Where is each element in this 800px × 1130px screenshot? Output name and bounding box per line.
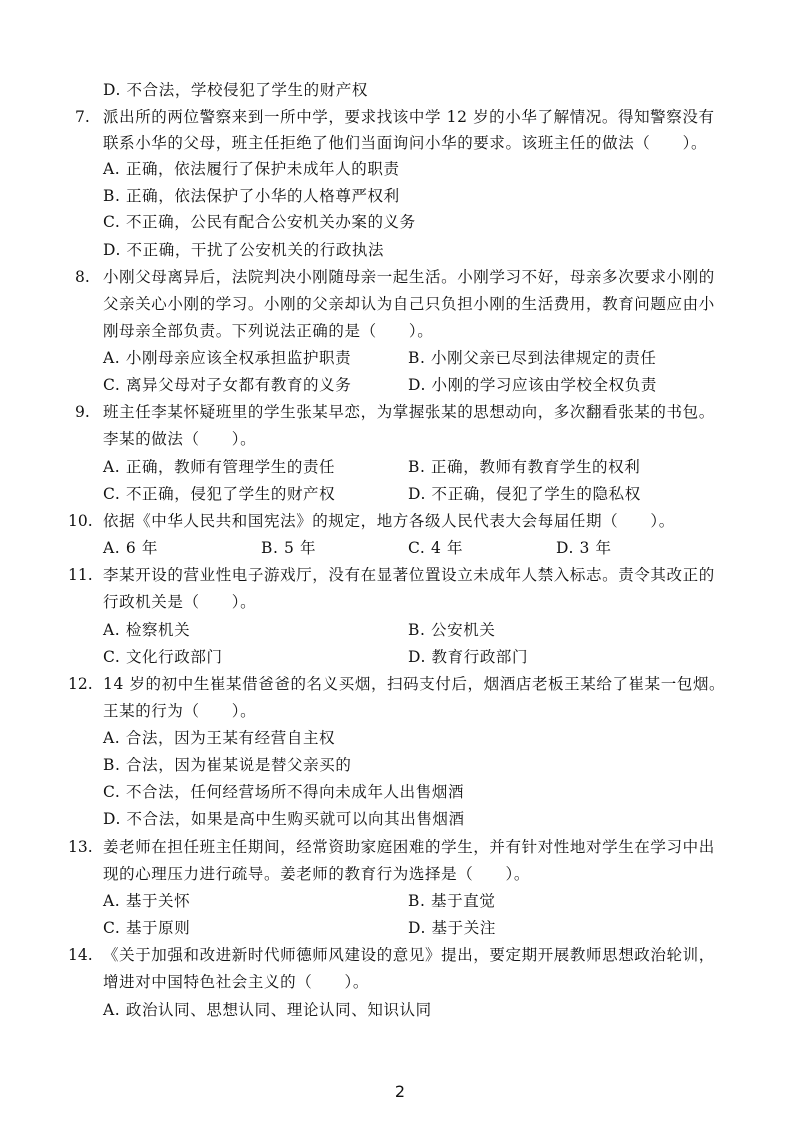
- question-11-number: 11.: [68, 566, 93, 584]
- question-9-stem-line-2: 李某的做法（ ）。: [103, 430, 257, 448]
- page-number: 2: [394, 1082, 406, 1101]
- question-14-stem-line-1: 《关于加强和改进新时代师德师风建设的意见》提出，要定期开展教师思想政治轮训，: [103, 946, 715, 964]
- question-12-option-d: D. 不合法，如果是高中生购买就可以向其出售烟酒: [103, 810, 465, 828]
- question-12-stem-line-1: 14 岁的初中生崔某借爸爸的名义买烟，扫码支付后，烟酒店老板王某给了崔某一包烟。: [103, 675, 726, 693]
- question-14-stem-line-2: 增进对中国特色社会主义的（ ）。: [103, 973, 369, 991]
- question-9-option-b: B. 正确，教师有教育学生的权利: [408, 458, 641, 476]
- question-7-option-d: D. 不正确，干扰了公安机关的行政执法: [103, 241, 385, 259]
- question-8-option-b: B. 小刚父亲已尽到法律规定的责任: [408, 349, 657, 367]
- question-8-stem-line-3: 刚母亲全部负责。下列说法正确的是（ ）。: [103, 322, 434, 340]
- question-12-option-b: B. 合法，因为崔某说是替父亲买的: [103, 756, 352, 774]
- question-13-stem-line-1: 姜老师在担任班主任期间，经常资助家庭困难的学生，并有针对性地对学生在学习中出: [103, 838, 715, 856]
- question-10-option-b: B. 5 年: [261, 539, 317, 557]
- question-9-option-a: A. 正确，教师有管理学生的责任: [103, 458, 336, 476]
- question-10-option-c: C. 4 年: [408, 539, 464, 557]
- question-11-option-c: C. 文化行政部门: [103, 648, 223, 666]
- question-8-option-a: A. 小刚母亲应该全权承担监护职责: [103, 349, 352, 367]
- question-8-option-c: C. 离异父母对子女都有教育的义务: [103, 376, 352, 394]
- question-8-stem-line-1: 小刚父母离异后，法院判决小刚随母亲一起生活。小刚学习不好，母亲多次要求小刚的: [103, 268, 715, 286]
- question-10-option-a: A. 6 年: [103, 539, 158, 557]
- question-12-option-a: A. 合法，因为王某有经营自主权: [103, 729, 336, 747]
- question-8-option-d: D. 小刚的学习应该由学校全权负责: [408, 376, 657, 394]
- question-9-number: 9.: [75, 403, 90, 421]
- question-11-option-d: D. 教育行政部门: [408, 648, 529, 666]
- question-11-stem-line-2: 行政机关是（ ）。: [103, 593, 257, 611]
- question-13-option-d: D. 基于关注: [408, 919, 496, 937]
- question-10-number: 10.: [68, 512, 93, 530]
- question-8-stem-line-2: 父亲关心小刚的学习。小刚的父亲却认为自己只负担小刚的生活费用，教育问题应由小: [103, 295, 715, 313]
- question-7-option-a: A. 正确，依法履行了保护未成年人的职责: [103, 160, 400, 178]
- question-10-option-d: D. 3 年: [556, 539, 612, 557]
- question-12-stem-line-2: 王某的行为（ ）。: [103, 702, 257, 720]
- question-11-option-a: A. 检察机关: [103, 621, 191, 639]
- question-13-number: 13.: [68, 838, 93, 856]
- question-7-stem-line-1: 派出所的两位警察来到一所中学，要求找该中学 12 岁的小华了解情况。得知警察没有: [103, 108, 715, 126]
- question-10-stem-line-1: 依据《中华人民共和国宪法》的规定，地方各级人民代表大会每届任期（ ）。: [103, 512, 675, 530]
- question-14-option-a: A. 政治认同、思想认同、理论认同、知识认同: [103, 1001, 432, 1019]
- question-12-number: 12.: [68, 675, 93, 693]
- question-8-number: 8.: [75, 268, 90, 286]
- question-7-option-c: C. 不正确，公民有配合公安机关办案的义务: [103, 213, 416, 231]
- question-13-option-a: A. 基于关怀: [103, 892, 191, 910]
- question-7-number: 7.: [75, 108, 90, 126]
- question-7-option-b: B. 正确，依法保护了小华的人格尊严权利: [103, 187, 400, 205]
- question-14-number: 14.: [68, 946, 93, 964]
- question-13-option-b: B. 基于直觉: [408, 892, 496, 910]
- question-11-option-b: B. 公安机关: [408, 621, 496, 639]
- question-13-option-c: C. 基于原则: [103, 919, 191, 937]
- question-7-stem-line-2: 联系小华的父母，班主任拒绝了他们当面询问小华的要求。该班主任的做法（ ）。: [103, 134, 708, 152]
- question-12-option-c: C. 不合法，任何经营场所不得向未成年人出售烟酒: [103, 783, 465, 801]
- question-13-stem-line-2: 现的心理压力进行疏导。姜老师的教育行为选择是（ ）。: [103, 865, 530, 883]
- question-9-stem-line-1: 班主任李某怀疑班里的学生张某早恋，为掌握张某的思想动向，多次翻看张某的书包。: [103, 403, 715, 421]
- question-9-option-c: C. 不正确，侵犯了学生的财产权: [103, 485, 336, 503]
- question-11-stem-line-1: 李某开设的营业性电子游戏厅，没有在显著位置设立未成年人禁入标志。责令其改正的: [103, 566, 715, 584]
- question-9-option-d: D. 不正确，侵犯了学生的隐私权: [408, 485, 641, 503]
- option-6-d: D. 不合法，学校侵犯了学生的财产权: [103, 81, 369, 99]
